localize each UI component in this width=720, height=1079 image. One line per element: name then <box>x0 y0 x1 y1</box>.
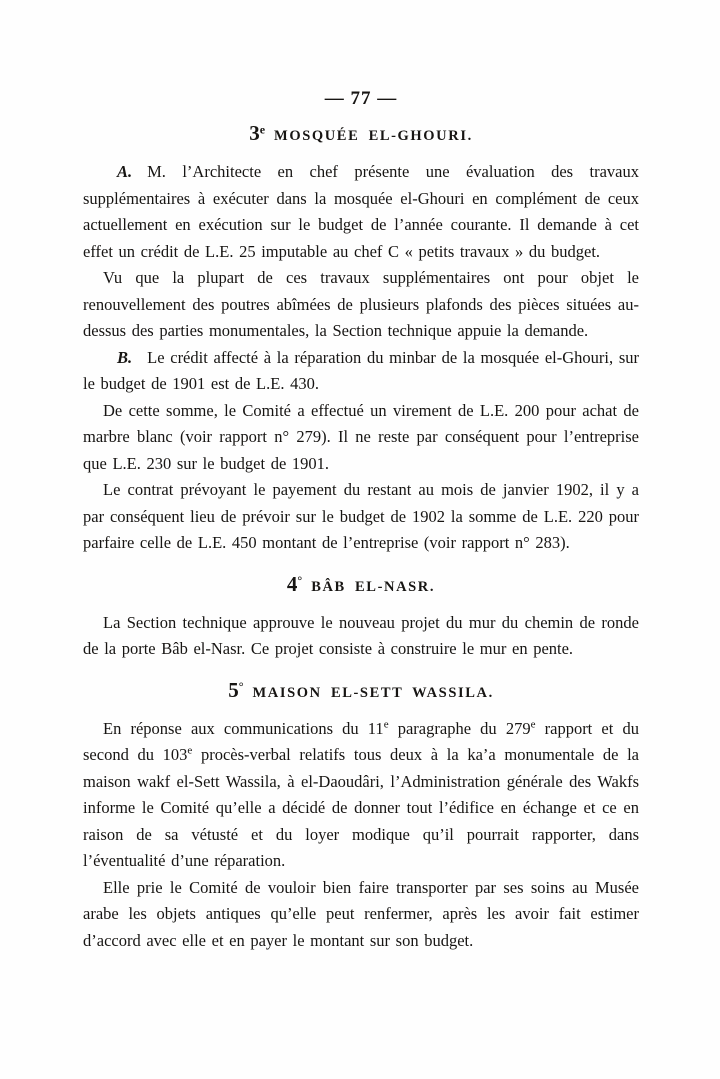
paragraph <box>83 610 639 663</box>
text-segment: procès-verbal relatifs tous deux à la ka’a monumentale de la maison wakf el-Sett Wassila, à el-Daoudâri, l’Administration générale des Wakfs informe le Comité qu’elle a décidé de donner tout l’édifice en échange et ce en raison de sa vétusté et du loyer modique qu’il pourrait rapporter, dans l’éventualité d’une réparation. <box>83 745 639 870</box>
text-segment: M. l’Architecte en chef présente une évaluation des travaux supplémentaires à exécuter dans la mosquée el-Ghouri en complément de ceux actuellement en exécution sur le budget de l’année courante. Il demande à cet effet un crédit de L.E. 25 imputable au chef C « petits travaux » du budget. <box>83 162 639 261</box>
paragraph <box>83 398 639 478</box>
sections-container <box>83 120 639 954</box>
heading-ordinal: ° <box>238 679 244 694</box>
heading-ordinal: e <box>259 122 266 137</box>
ordinal-superscript: e <box>530 718 536 730</box>
lead-letter: A. <box>117 162 133 181</box>
ordinal-superscript: e <box>383 718 389 730</box>
lead-letter: B. <box>117 347 133 367</box>
text-segment: En réponse aux communications du 11 <box>103 718 384 738</box>
section-heading <box>83 571 639 600</box>
text-segment: Elle prie le Comité de vouloir bien faire transporter par ses soins au Musée arabe les objets antiques qu’elle peut renfermer, après les avoir fait estimer d’accord avec elle et en payer le montant sur son budget. <box>83 877 639 950</box>
page-number: — 77 — <box>324 88 398 109</box>
heading-number: 4 <box>286 571 298 596</box>
section-heading <box>83 120 639 149</box>
paragraph <box>83 159 639 265</box>
section-heading <box>83 677 639 706</box>
heading-title: BÂB EL-NASR. <box>311 578 436 595</box>
heading-number: 5 <box>228 677 239 702</box>
paragraph <box>83 265 639 345</box>
text-segment: Vu que la plupart de ces travaux supplémentaires ont pour objet le renouvellement des poutres abîmées de plusieurs plafonds des pièces situées au-dessus des parties monumentales, la Section technique appuie la demande. <box>83 268 639 340</box>
text-segment: paragraphe du 279 <box>388 718 531 738</box>
text-block <box>83 86 639 954</box>
text-segment: rapport et du second du 103 <box>83 718 639 764</box>
text-segment: La Section technique approuve le nouveau projet du mur du chemin de ronde de la porte Bâb el-Nasr. Ce projet consiste à construire le mur en pente. <box>83 612 639 658</box>
text-segment: Le contrat prévoyant le payement du restant au mois de janvier 1902, il y a par conséquent lieu de prévoir sur le budget de 1902 la somme de L.E. 220 pour parfaire celle de L.E. 450 montant de l’entreprise (voir rapport n° 283). <box>83 480 639 552</box>
paragraph <box>83 716 639 875</box>
paragraph <box>83 477 639 557</box>
paragraph <box>83 875 639 955</box>
section <box>83 571 639 663</box>
text-segment: De cette somme, le Comité a effectué un virement de L.E. 200 pour achat de marbre blanc (voir rapport n° 279). Il ne reste par conséquent pour l’entreprise que L.E. 230 sur le budget de 1901. <box>83 400 639 473</box>
ordinal-superscript: e <box>187 744 193 757</box>
section <box>83 677 639 955</box>
heading-number: 3 <box>249 121 260 145</box>
section <box>83 120 639 557</box>
heading-title: MOSQUÉE EL-GHOURI. <box>274 128 473 144</box>
heading-title: MAISON EL-SETT WASSILA. <box>252 684 494 701</box>
text-segment: Le crédit affecté à la réparation du minbar de la mosquée el-Ghouri, sur le budget de 1901 est de L.E. 430. <box>83 347 639 393</box>
paragraph <box>83 345 639 398</box>
heading-ordinal: ° <box>297 573 303 588</box>
